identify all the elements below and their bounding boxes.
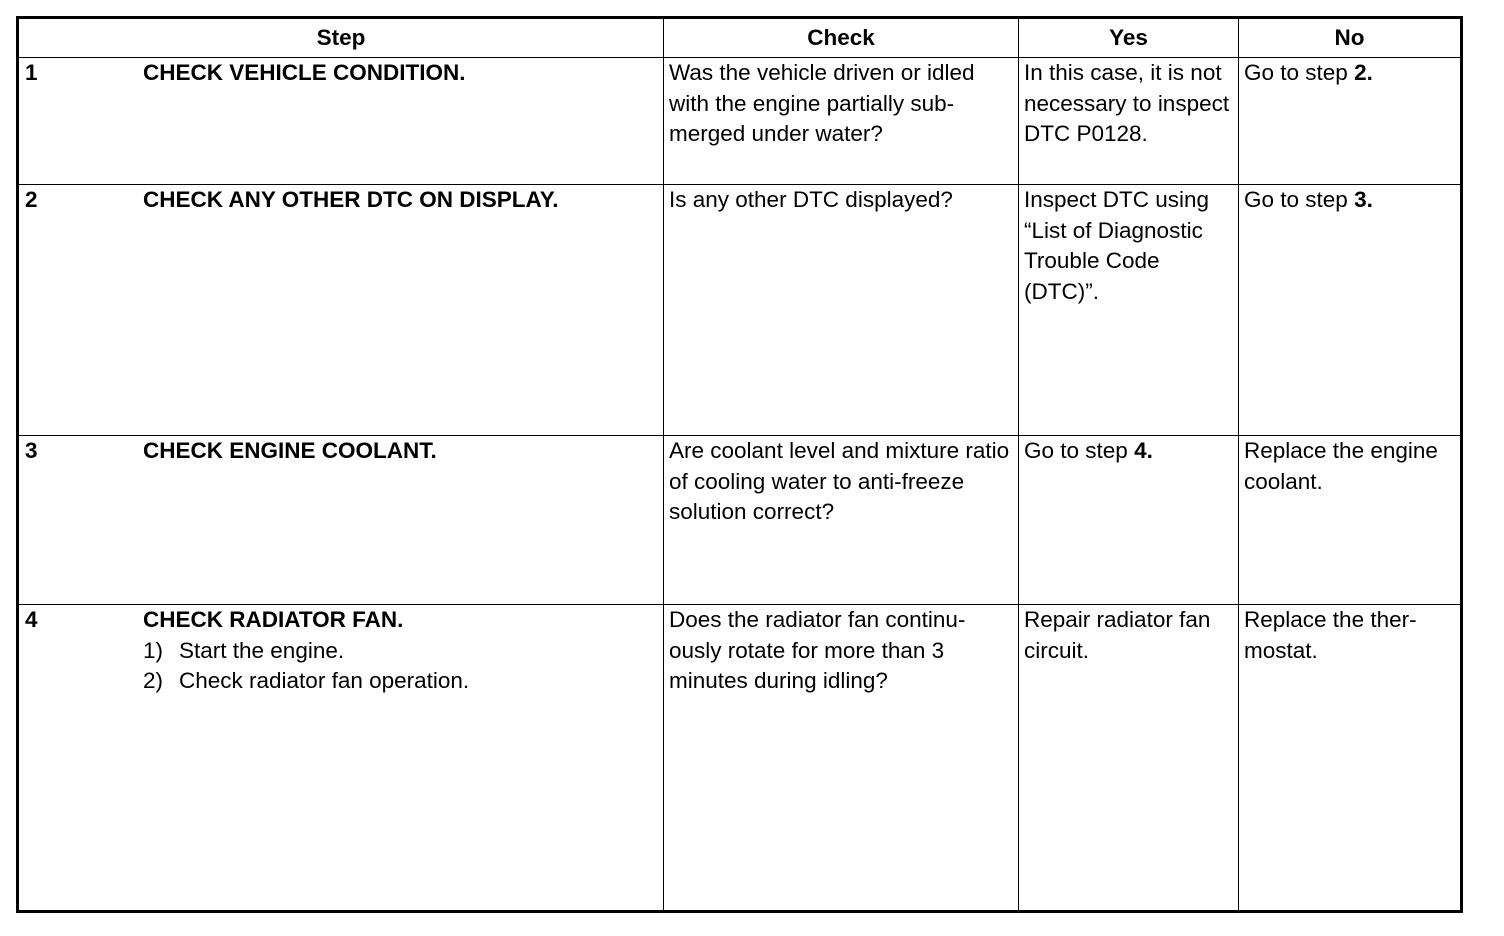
table-row [18, 436, 1462, 605]
no-cell [1239, 185, 1462, 436]
check-cell [664, 605, 1019, 912]
yes-text: Repair radiator fan circuit. [1024, 607, 1211, 663]
yes-cell [1019, 605, 1239, 912]
no-text: Replace the ther-mostat. [1244, 607, 1417, 663]
yes-cell [1019, 185, 1239, 436]
step-title: CHECK ENGINE COOLANT. [143, 438, 437, 463]
step-title: CHECK RADIATOR FAN. [143, 607, 404, 632]
step-cell [18, 185, 664, 436]
no-cell [1239, 58, 1462, 185]
check-cell [664, 436, 1019, 605]
no-text: Go to step 2. [1244, 60, 1373, 85]
table-row [18, 58, 1462, 185]
diagnostic-table-container [16, 16, 1460, 910]
header-no: No [1239, 18, 1462, 58]
step-number: 2 [25, 187, 38, 212]
yes-cell [1019, 436, 1239, 605]
header-step: Step [18, 18, 664, 58]
yes-text: Go to step 4. [1024, 438, 1153, 463]
header-check: Check [664, 18, 1019, 58]
substep-number: 2) [143, 668, 164, 693]
step-title: CHECK ANY OTHER DTC ON DISPLAY. [143, 187, 559, 212]
yes-cell [1019, 58, 1239, 185]
substep [143, 636, 663, 667]
yes-text: In this case, it is not necessary to inspect DTC P0128. [1024, 60, 1230, 146]
check-text: Was the vehicle driven or idled with the engine partially sub-merged under water? [669, 60, 975, 146]
step-number: 3 [25, 438, 38, 463]
step-cell [18, 58, 664, 185]
check-cell [664, 185, 1019, 436]
diagnostic-table [16, 16, 1463, 913]
no-cell [1239, 605, 1462, 912]
no-text: Go to step 3. [1244, 187, 1373, 212]
check-text: Are coolant level and mixture ratio of cooling water to anti-freeze solution correct? [669, 438, 1010, 524]
check-text: Is any other DTC displayed? [669, 187, 953, 212]
table-row [18, 605, 1462, 912]
step-cell [18, 436, 664, 605]
yes-text: Inspect DTC using “List of Diagnostic Trouble Code (DTC)”. [1024, 187, 1210, 304]
substep-text: Check radiator fan operation. [179, 668, 470, 693]
substep-number: 1) [143, 637, 164, 663]
step-cell [18, 605, 664, 912]
header-yes: Yes [1019, 18, 1239, 58]
step-number: 1 [25, 60, 38, 85]
substep-text: Start the engine. [179, 637, 345, 663]
check-text: Does the radiator fan continu-ously rotate for more than 3 minutes during idling? [669, 607, 966, 693]
substep [143, 666, 663, 697]
step-title: CHECK VEHICLE CONDITION. [143, 60, 466, 85]
table-row [18, 185, 1462, 436]
no-text: Replace the engine coolant. [1244, 438, 1438, 494]
step-number: 4 [25, 607, 38, 632]
no-cell [1239, 436, 1462, 605]
header-row [18, 18, 1462, 58]
check-cell [664, 58, 1019, 185]
